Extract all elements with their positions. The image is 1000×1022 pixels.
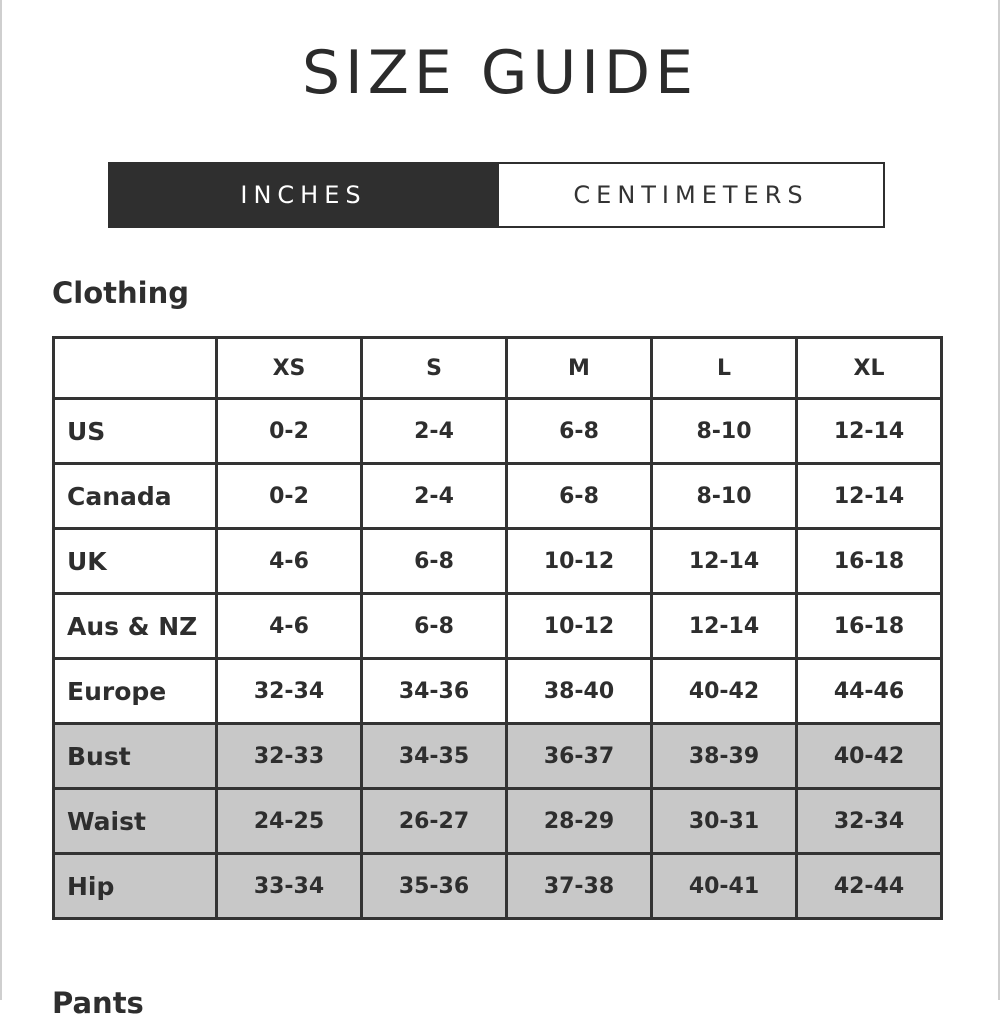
table-header-row [54, 338, 942, 399]
table-cell: 28-29 [507, 789, 652, 854]
header-cell-blank [54, 338, 217, 399]
table-cell: 8-10 [652, 464, 797, 529]
table-cell: 12-14 [652, 529, 797, 594]
table-cell: 10-12 [507, 529, 652, 594]
row-label: Europe [54, 659, 217, 724]
table-cell: 6-8 [362, 594, 507, 659]
table-cell: 35-36 [362, 854, 507, 919]
table-row [54, 529, 942, 594]
table-cell: 44-46 [797, 659, 942, 724]
table-cell: 2-4 [362, 464, 507, 529]
row-label: Aus & NZ [54, 594, 217, 659]
table-cell: 6-8 [507, 399, 652, 464]
table-cell: 16-18 [797, 529, 942, 594]
table-cell: 36-37 [507, 724, 652, 789]
table-cell: 6-8 [362, 529, 507, 594]
row-label: Bust [54, 724, 217, 789]
table-cell: 30-31 [652, 789, 797, 854]
table-cell: 6-8 [507, 464, 652, 529]
table-cell: 38-39 [652, 724, 797, 789]
table-cell: 32-34 [217, 659, 362, 724]
table-row-measurement [54, 724, 942, 789]
section-heading-pants: Pants [52, 986, 144, 1020]
table-cell: 40-42 [652, 659, 797, 724]
table-cell: 34-35 [362, 724, 507, 789]
table-cell: 12-14 [797, 399, 942, 464]
table-cell: 4-6 [217, 529, 362, 594]
header-cell-xl: XL [797, 338, 942, 399]
header-cell-s: S [362, 338, 507, 399]
table-cell: 12-14 [652, 594, 797, 659]
table-cell: 2-4 [362, 399, 507, 464]
section-heading-clothing: Clothing [52, 276, 189, 310]
row-label: Hip [54, 854, 217, 919]
row-label: US [54, 399, 217, 464]
table-cell: 0-2 [217, 464, 362, 529]
page-title: SIZE GUIDE [301, 38, 699, 108]
table-row [54, 464, 942, 529]
row-label: Waist [54, 789, 217, 854]
header-cell-m: M [507, 338, 652, 399]
table-cell: 26-27 [362, 789, 507, 854]
table-cell: 40-41 [652, 854, 797, 919]
table-cell: 42-44 [797, 854, 942, 919]
tab-centimeters[interactable]: CENTIMETERS [499, 162, 885, 228]
table-row [54, 594, 942, 659]
unit-toggle [108, 162, 885, 228]
table-cell: 32-33 [217, 724, 362, 789]
table-cell: 38-40 [507, 659, 652, 724]
header-cell-xs: XS [217, 338, 362, 399]
table-cell: 0-2 [217, 399, 362, 464]
table-cell: 12-14 [797, 464, 942, 529]
table-cell: 8-10 [652, 399, 797, 464]
header-cell-l: L [652, 338, 797, 399]
table-row [54, 659, 942, 724]
table-row [54, 399, 942, 464]
table-cell: 10-12 [507, 594, 652, 659]
table-cell: 24-25 [217, 789, 362, 854]
clothing-size-table [52, 336, 943, 920]
tab-inches[interactable]: INCHES [108, 162, 499, 228]
row-label: Canada [54, 464, 217, 529]
row-label: UK [54, 529, 217, 594]
table-row-measurement [54, 854, 942, 919]
table-cell: 40-42 [797, 724, 942, 789]
table-cell: 32-34 [797, 789, 942, 854]
table-row-measurement [54, 789, 942, 854]
table-cell: 4-6 [217, 594, 362, 659]
table-cell: 37-38 [507, 854, 652, 919]
table-cell: 16-18 [797, 594, 942, 659]
table-cell: 33-34 [217, 854, 362, 919]
table-cell: 34-36 [362, 659, 507, 724]
left-frame-border [0, 0, 2, 1000]
